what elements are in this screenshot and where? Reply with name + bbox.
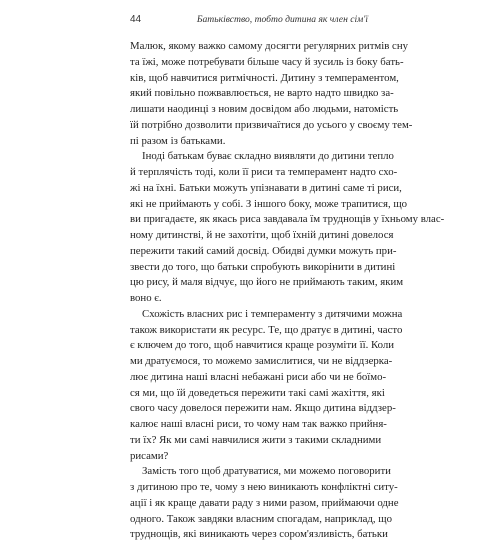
paragraph [130,307,403,465]
text-line: труднощів, які виникають через сором'язливість, батьки [130,528,388,541]
text-line: жі на їхні. Батьки можуть упізнавати в дитині саме ті риси, [130,181,402,194]
page-header [130,14,368,28]
text-line: ації і як краще давати раду з ними разом, приймаючи одне [130,496,399,509]
text-line: та їжі, може потребувати більше часу й зусиль із боку бать- [130,55,404,68]
text-line: пі разом із батьками. [130,134,226,147]
text-line: ному дитинстві, й не захотіти, щоб їхній дитині довелося [130,229,394,241]
text-line: свого часу довелося пережити нам. Якщо дитина віддзер- [130,402,396,415]
text-line: з дитиною про те, чому з нею виникають конфліктні ситу- [130,481,398,493]
paragraph [130,149,445,307]
running-head: Батьківство, тобто дитина як член сім'ї [196,14,368,25]
text-line: одного. Також завдяки власним спогадам, наприклад, що [130,512,393,525]
text-line: ків, щоб навчитися ритмічності. Дитину з темпераментом, [130,71,399,84]
text-line: цю рису, й маля відчує, що його не приймають таким, яким [130,276,404,289]
text-line: лює дитина наші власні небажані риси або чи не боїмо- [130,370,387,383]
text-line: Малюк, якому важко самому досягти регулярних ритмів сну [130,40,409,52]
text-line: ми дратуємося, то можемо замислитися, чи не віддзерка- [130,355,393,367]
text-line: ся ми, що їй доведеться пережити такі самі жахіття, які [130,386,385,399]
text-line: який повільно пожвавлюється, не варто надто швидко за- [130,87,394,100]
text-line: їй потрібно дозволити призвичаїтися до усього у своєму тем- [130,118,413,131]
text-line: калює наші власні риси, то чому нам так важко прийня- [130,418,387,430]
text-line: й терплячість тоді, коли її риси та темперамент надто схо- [130,166,398,178]
paragraph [130,464,399,543]
text-line: воно є. [130,292,162,304]
text-line: звести до того, що батьки спробують викорінити в дитині [130,260,396,273]
text-line: пережити такий самий досвід. Обидві думки можуть при- [130,244,397,257]
text-line: Схожість власних рис і темпераменту з дитячими можна [142,307,403,320]
text-line: рисами? [130,449,169,462]
text-line: також використати як ресурс. Те, що дратує в дитині, часто [130,323,403,336]
text-line: які не приймають у собі. З іншого боку, може трапитися, що [130,197,408,210]
text-line: лишати наодинці з новим досвідом або людьми, натомість [130,103,399,115]
body-text [130,39,445,543]
text-line: є ключем до того, щоб навчитися краще розуміти її. Коли [130,339,395,352]
text-line: Замість того щоб дратуватися, ми можемо поговорити [142,465,391,478]
text-line: ви пригадаєте, як якась риса завдавала їм труднощів у їхньому влас- [130,213,445,226]
page-number: 44 [130,14,142,25]
paragraph [130,39,413,149]
text-line: ти їх? Як ми самі навчилися жити з такими складними [130,433,382,446]
text-line: Іноді батькам буває складно виявляти до дитини тепло [142,150,394,163]
